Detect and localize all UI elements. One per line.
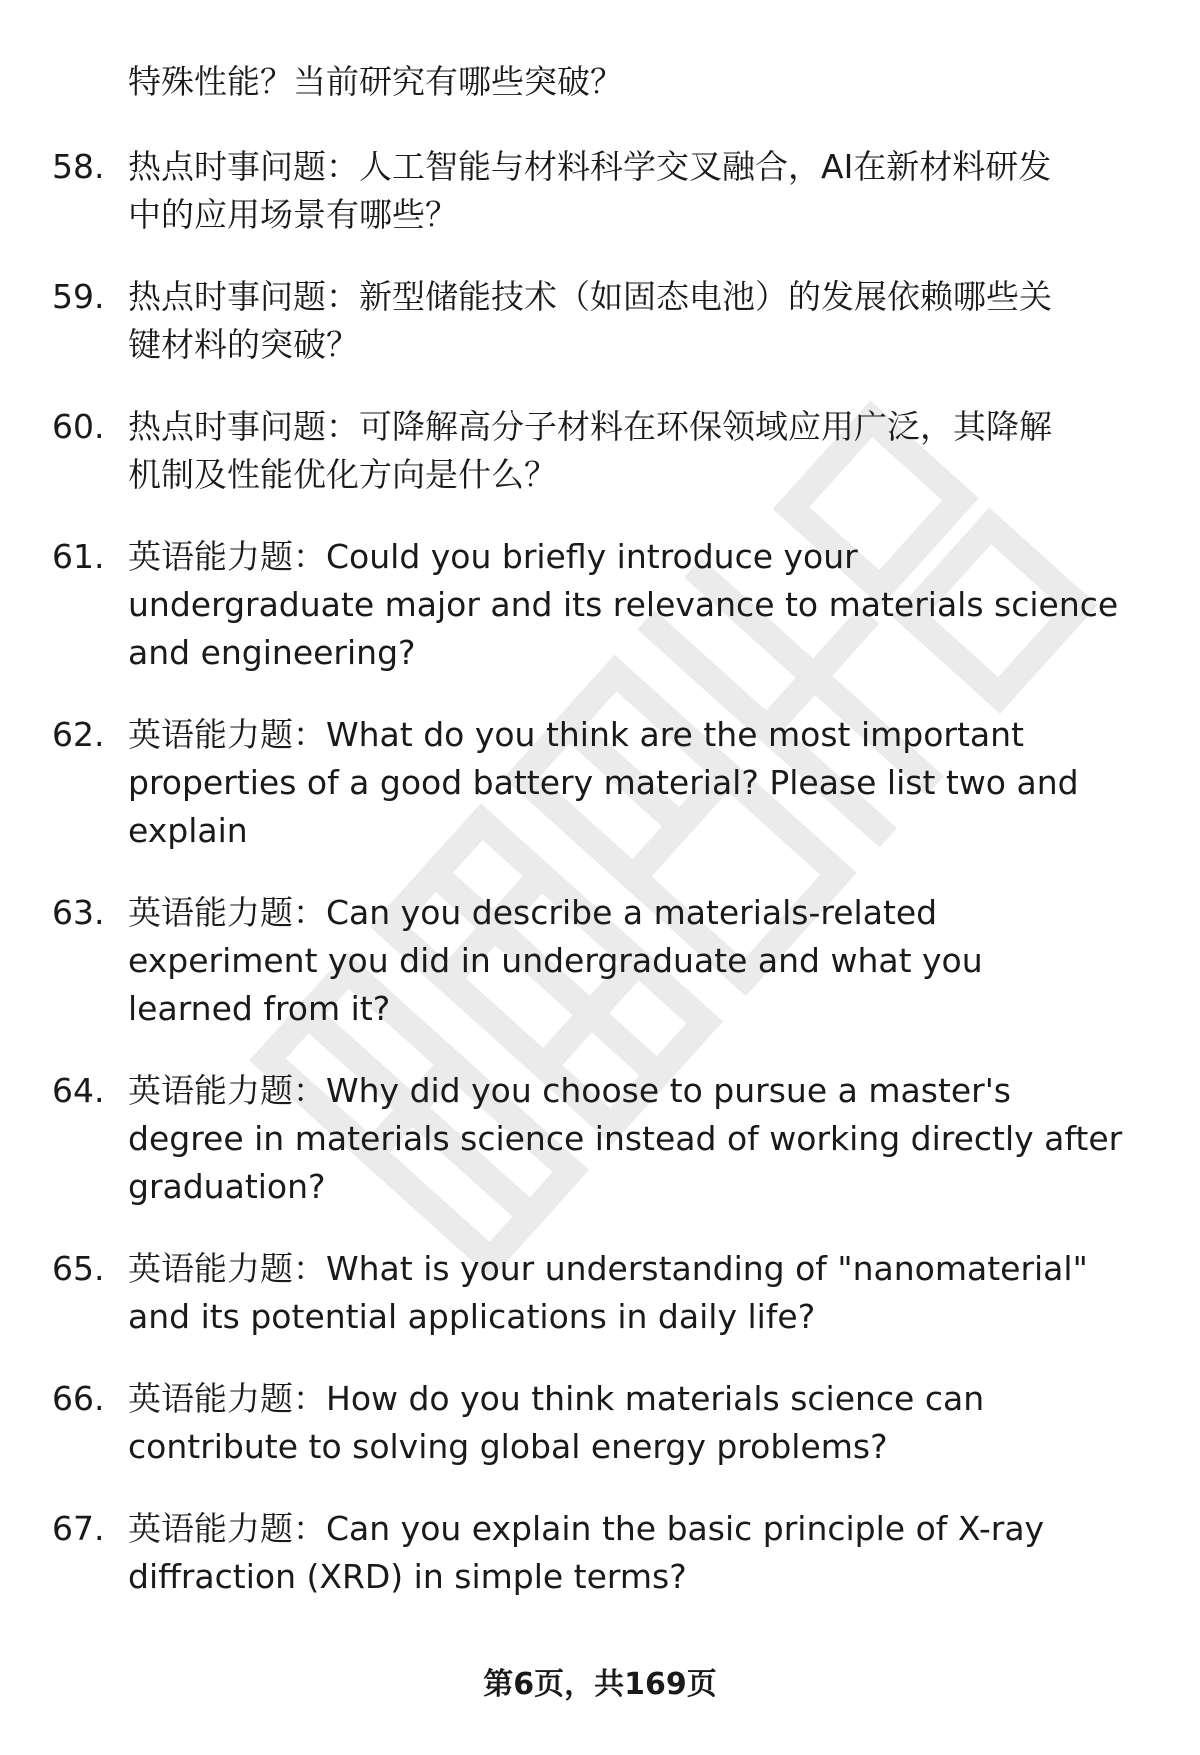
question-text: 英语能力题：Could you briefly introduce your undergraduate major and its relevance to materials science and engineering? bbox=[128, 537, 1119, 672]
question-text: 英语能力题：Why did you choose to pursue a master's degree in materials science instead of working directly after graduation? bbox=[128, 1071, 1123, 1206]
question-number: 62. bbox=[52, 715, 105, 754]
question-item bbox=[0, 889, 1200, 1033]
question-number: 67. bbox=[52, 1509, 105, 1548]
question-text: 英语能力题：Can you explain the basic principle of X-ray diffraction (XRD) in simple terms? bbox=[128, 1509, 1045, 1596]
question-number: 65. bbox=[52, 1249, 105, 1288]
question-item bbox=[0, 1245, 1200, 1341]
question-number: 64. bbox=[52, 1071, 105, 1110]
question-number: 58. bbox=[52, 147, 105, 186]
question-text: 热点时事问题：新型储能技术（如固态电池）的发展依赖哪些关 键材料的突破？ bbox=[128, 277, 1052, 364]
question-text: 英语能力题：How do you think materials science can contribute to solving global energy problems? bbox=[128, 1379, 985, 1466]
question-item bbox=[0, 143, 1200, 239]
question-text: 热点时事问题：人工智能与材料科学交叉融合，AI在新材料研发 中的应用场景有哪些？ bbox=[128, 147, 1052, 234]
question-item bbox=[0, 533, 1200, 677]
question-number: 59. bbox=[52, 277, 105, 316]
question-number: 63. bbox=[52, 893, 105, 932]
question-text: 热点时事问题：可降解高分子材料在环保领域应用广泛，其降解 机制及性能优化方向是什么？ bbox=[128, 407, 1052, 494]
question-list bbox=[0, 143, 1200, 1635]
question-item bbox=[0, 1067, 1200, 1211]
question-item bbox=[0, 1375, 1200, 1471]
question-text: 英语能力题：Can you describe a materials-related experiment you did in undergraduate and what you learned from it? bbox=[128, 893, 983, 1028]
question-number: 60. bbox=[52, 407, 105, 446]
question-number: 66. bbox=[52, 1379, 105, 1418]
question-item bbox=[0, 711, 1200, 855]
question-text: 英语能力题：What do you think are the most important properties of a good battery material? Please list two and explain bbox=[128, 715, 1079, 850]
question-item bbox=[0, 273, 1200, 369]
question-item bbox=[0, 403, 1200, 499]
question-number: 61. bbox=[52, 537, 105, 576]
continuation-text: 特殊性能？当前研究有哪些突破？ bbox=[128, 62, 623, 101]
question-item bbox=[0, 1505, 1200, 1601]
question-text: 英语能力题：What is your understanding of "nanomaterial" and its potential applications in daily life? bbox=[128, 1249, 1088, 1336]
page-number-footer: 第6页，共169页 bbox=[483, 1667, 717, 1702]
